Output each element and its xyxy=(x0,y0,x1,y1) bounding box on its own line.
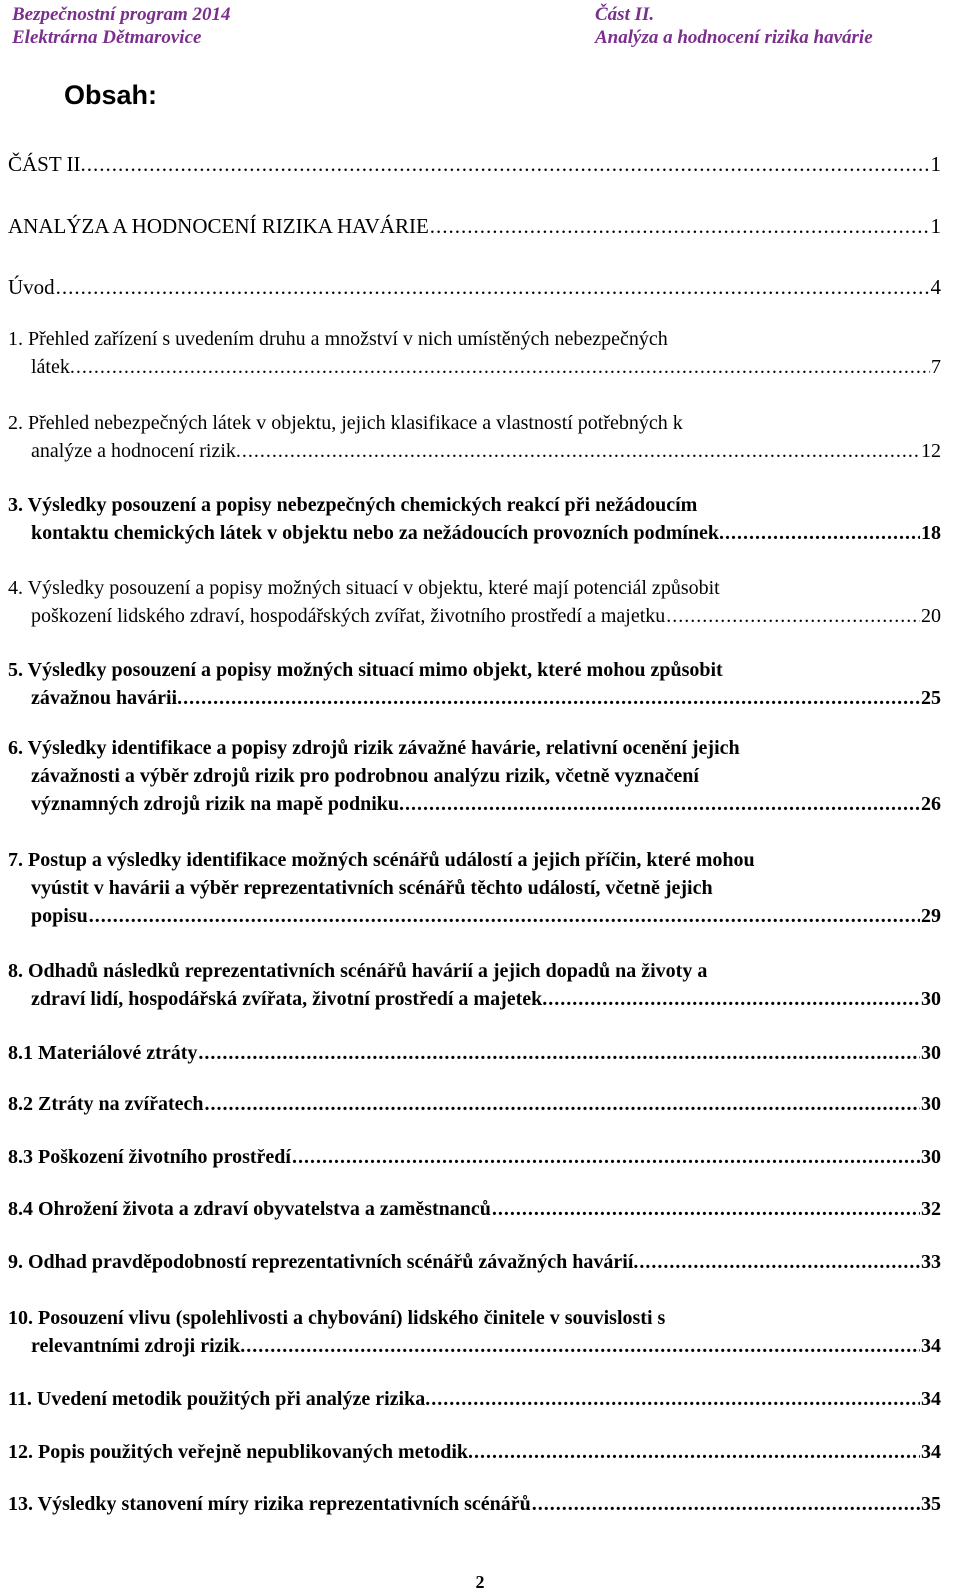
toc-entry-text: zdraví lidí, hospodářská zvířata, životní prostředí a majetek. xyxy=(31,988,548,1010)
toc-entry-text: 12. Popis použitých veřejně nepublikovaných metodik. xyxy=(8,1441,474,1463)
toc-page-number: 4 xyxy=(930,275,941,299)
toc-leader-dots xyxy=(474,1438,920,1466)
toc-leader-dots xyxy=(89,902,920,930)
toc-entry-text: 2. Přehled nebezpečných látek v objektu, jejich klasifikace a vlastností potřebných k xyxy=(8,412,683,434)
toc-entry-line xyxy=(8,491,941,519)
toc-entry-line xyxy=(8,656,941,684)
toc-entry-line xyxy=(8,1039,941,1067)
toc-entry-text: ČÁST II. xyxy=(8,152,86,176)
toc-entry-text: 8.4 Ohrožení života a zdraví obyvatelstva a zaměstnanců xyxy=(8,1198,491,1220)
toc-entry-text: 8.2 Ztráty na zvířatech xyxy=(8,1093,204,1115)
toc-page-number: 34 xyxy=(921,1335,941,1357)
toc-entry-line xyxy=(31,353,941,381)
toc-page-number: 30 xyxy=(921,988,941,1010)
header-part-title: Analýza a hodnocení rizika havárie xyxy=(595,27,873,48)
header-plant-name: Elektrárna Dětmarovice xyxy=(12,27,202,48)
toc-page-number: 32 xyxy=(921,1198,941,1220)
toc-entry-line xyxy=(8,325,941,353)
toc-entry-line xyxy=(8,574,941,602)
toc-entry-text: 6. Výsledky identifikace a popisy zdrojů rizik závažné havárie, relativní ocenění jejich xyxy=(8,737,740,759)
toc-page-number: 25 xyxy=(921,687,941,709)
toc-page-number: 20 xyxy=(921,605,941,627)
toc-leader-dots xyxy=(532,1490,920,1518)
toc-entry-line xyxy=(31,1332,941,1360)
toc-entry-text: látek. xyxy=(31,356,75,378)
toc-leader-dots xyxy=(292,1143,920,1171)
toc-entry-text: 5. Výsledky posouzení a popisy možných situací mimo objekt, které mohou způsobit xyxy=(8,659,723,681)
toc-entry-text: 3. Výsledky posouzení a popisy nebezpečných chemických reakcí při nežádoucím xyxy=(8,494,698,516)
toc-entry-text: závažnou havárii. xyxy=(31,687,183,709)
toc-entry-line xyxy=(31,902,941,930)
toc-leader-dots xyxy=(76,353,930,381)
toc-page-number: 26 xyxy=(921,793,941,815)
toc-entry-text: 7. Postup a výsledky identifikace možných scénářů událostí a jejich příčin, které mohou xyxy=(8,849,755,871)
toc-entry-text: 8.1 Materiálové ztráty xyxy=(8,1042,198,1064)
toc-entry-line xyxy=(31,874,941,902)
toc-entry-text: 13. Výsledky stanovení míry rizika reprezentativních scénářů xyxy=(8,1493,531,1515)
toc-page-number: 33 xyxy=(921,1251,941,1273)
toc-entry-text: kontaktu chemických látek v objektu nebo za nežádoucích provozních podmínek. xyxy=(31,522,725,544)
toc-page-number: 1 xyxy=(930,152,941,176)
toc-entry-text: 11. Uvedení metodik použitých při analýze rizika. xyxy=(8,1388,431,1410)
toc-page-number: 1 xyxy=(930,214,941,238)
toc-entry-line xyxy=(8,846,941,874)
toc-entry-text: poškození lidského zdraví, hospodářských zvířat, životního prostředí a majetku xyxy=(31,605,666,627)
toc-page-number: 34 xyxy=(921,1388,941,1410)
toc-entry-line xyxy=(8,1090,941,1118)
toc-entry-text: 10. Posouzení vlivu (spolehlivosti a chybování) lidského činitele v souvislosti s xyxy=(8,1307,666,1329)
toc-entry-text: 1. Přehled zařízení s uvedením druhu a množství v nich umístěných nebezpečných xyxy=(8,328,668,350)
toc-entry-text: 9. Odhad pravděpodobností reprezentativních scénářů závažných havárií. xyxy=(8,1251,639,1273)
toc-page-number: 34 xyxy=(921,1441,941,1463)
toc-page-number: 30 xyxy=(921,1042,941,1064)
toc-entry-line xyxy=(8,273,941,301)
toc-leader-dots xyxy=(205,1090,920,1118)
toc-leader-dots xyxy=(183,684,920,712)
page-number: 2 xyxy=(475,1572,485,1592)
toc-entry-text: závažnosti a výběr zdrojů rizik pro podrobnou analýzu rizik, včetně vyznačení xyxy=(31,765,699,787)
toc-entry-line xyxy=(8,1304,941,1332)
toc-entry-text: Úvod xyxy=(8,275,55,299)
toc-entry-line xyxy=(8,1385,941,1413)
toc-leader-dots xyxy=(405,790,920,818)
toc-entry-line xyxy=(31,437,941,465)
toc-leader-dots xyxy=(430,212,930,240)
toc-entry-line xyxy=(8,1195,941,1223)
toc-leader-dots xyxy=(431,1385,920,1413)
toc-entry-line xyxy=(8,1438,941,1466)
toc-page-number: 7 xyxy=(931,356,941,378)
toc-entry-text: 8. Odhadů následků reprezentativních scénářů havárií a jejich dopadů na životy a xyxy=(8,960,708,982)
toc-entry-line xyxy=(8,957,941,985)
toc-entry-line xyxy=(8,1490,941,1518)
toc-entry-text: ANALÝZA A HODNOCENÍ RIZIKA HAVÁRIE xyxy=(8,214,429,238)
toc-entry-line xyxy=(31,762,941,790)
toc-leader-dots xyxy=(492,1195,920,1223)
toc-leader-dots xyxy=(246,1332,920,1360)
toc-entry-line xyxy=(31,684,941,712)
toc-entry-line xyxy=(8,150,941,178)
toc-entry-text: analýze a hodnocení rizik. xyxy=(31,440,241,462)
toc-entry-line xyxy=(8,212,941,240)
header-part-number: Část II. xyxy=(595,4,655,25)
toc-leader-dots xyxy=(87,150,930,178)
toc-leader-dots xyxy=(198,1039,920,1067)
toc-leader-dots xyxy=(56,273,930,301)
toc-entry-line xyxy=(8,409,941,437)
toc-page-number: 30 xyxy=(921,1093,941,1115)
toc-leader-dots xyxy=(242,437,920,465)
toc-entry-text: významných zdrojů rizik na mapě podniku. xyxy=(31,793,405,815)
toc-entry-text: 8.3 Poškození životního prostředí xyxy=(8,1146,291,1168)
toc-leader-dots xyxy=(548,985,920,1013)
toc-entry-line xyxy=(8,1248,941,1276)
toc-entry-text: vyústit v havárii a výběr reprezentativních scénářů těchto událostí, včetně jejich xyxy=(31,877,713,899)
toc-page-number: 29 xyxy=(921,905,941,927)
toc-entry-line xyxy=(31,602,941,630)
toc-page-number: 35 xyxy=(921,1493,941,1515)
toc-entry-line xyxy=(8,734,941,762)
page-title: Obsah: xyxy=(64,80,158,110)
toc-entry-text: popisu xyxy=(31,905,88,927)
header-program-title: Bezpečnostní program 2014 xyxy=(12,4,231,25)
toc-leader-dots xyxy=(666,602,920,630)
toc-page-number: 18 xyxy=(921,522,941,544)
toc-entry-line xyxy=(31,519,941,547)
toc-leader-dots xyxy=(639,1248,920,1276)
toc-leader-dots xyxy=(725,519,920,547)
toc-entry-text: 4. Výsledky posouzení a popisy možných situací v objektu, které mají potenciál způsobit xyxy=(8,577,720,599)
toc-entry-line xyxy=(31,790,941,818)
toc-entry-line xyxy=(31,985,941,1013)
toc-page-number: 12 xyxy=(921,440,941,462)
toc-page-number: 30 xyxy=(921,1146,941,1168)
toc-entry-text: relevantními zdroji rizik. xyxy=(31,1335,246,1357)
toc-entry-line xyxy=(8,1143,941,1171)
